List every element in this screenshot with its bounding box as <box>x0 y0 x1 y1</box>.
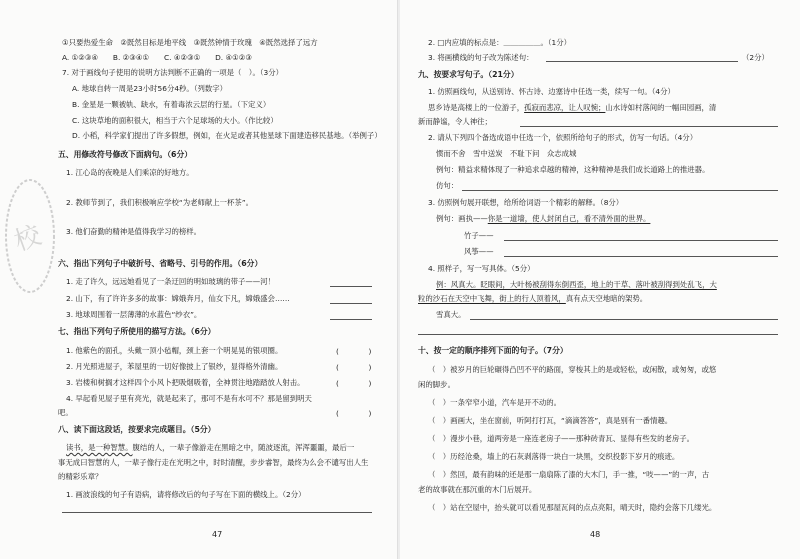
section-9-item-1: 1. 仿照画线句，从送别诗、怀古诗、边塞诗中任选一类，续写一句。（4分） <box>428 87 675 96</box>
question-2-punctuation: 2. □内应填的标点是：＿＿＿＿＿。（1分） <box>428 38 572 47</box>
section-7-item-3: 3. 岩楼和树搁才这样四个小风卜把吸烟吸着，全神贯注地踏踏放人射击。 <box>66 378 305 387</box>
school-stamp-watermark <box>2 176 58 296</box>
answer-line[interactable] <box>418 334 778 335</box>
sentence-option: （ ）站在空屋中，抬头就可以看见那屋瓦间的点点亮阳，晴天时，隐约会落下几缕光。 <box>428 503 717 512</box>
answer-line[interactable] <box>330 319 372 320</box>
word-kite: 风筝—— <box>464 247 494 256</box>
section-5-item-2: 2. 教师节到了，我们积极响应学校“为老师献上一杯茶”。 <box>66 198 254 207</box>
section-10-title: 十、按一定的顺序排列下面的句子。（7分） <box>418 346 568 355</box>
sentence-option: （ ）画画大，坐在窗前，听阿打打瓦，“滴滴答答”，真是别有一番情趣。 <box>428 416 673 425</box>
section-9-item-4-fill-label: 雪真大。 <box>436 310 466 319</box>
answer-line[interactable] <box>504 240 778 241</box>
section-8-para-line-1: 读书，是一种智慧。腹结的人，一辈子像游走在黑暗之中，随波逐流，浑浑噩噩，最后一 <box>66 443 355 452</box>
section-9-item-3-example: 例句：画执——你是一道墙，使人封闭自己，看不清外面的世界。 <box>436 214 651 223</box>
section-8-question-1: 1. 画波浪线的句子有语病，请将修改后的句子写在下面的横线上。（2分） <box>66 490 306 499</box>
section-5-item-1: 1. 江心岛的夜晚是人们乘凉的好地方。 <box>66 168 194 177</box>
section-5-title: 五、用修改符号修改下面病句。（6分） <box>58 150 193 159</box>
answer-line[interactable] <box>504 256 778 257</box>
answer-line[interactable] <box>330 286 372 287</box>
section-9-example-line-1: 思乡诗是高楼上的一位游子，孤寂而悲凉，让人叹惋；山水诗如村落间的一幅田园画，清 <box>428 103 717 112</box>
answer-line[interactable] <box>462 190 778 191</box>
section-6-title: 六、指出下列句子中破折号、省略号、引号的作用。（6分） <box>58 259 263 268</box>
q6-choices: A. ①②③④ B. ②③④① C. ④②③① D. ④①②③ <box>62 53 252 62</box>
sentence-option: （ ）漫步小巷，道两旁是一座连老房子——那种砖青瓦、显得有些发的老房子。 <box>428 434 695 443</box>
answer-line[interactable] <box>470 319 778 320</box>
section-8-para-line-2: 事无成曰智慧的人，一辈子像行走在光明之中，时时清醒，步步睿智，最终为么会不谴写出人生 <box>58 458 369 467</box>
question-3-declarative: 3. 将画横线的句子改为陈述句： <box>428 53 534 62</box>
section-9-item-2-example: 例句：精益求精体现了一种追求卓越的精神，这种精神是我们成长道路上的推进器。 <box>436 165 710 174</box>
q6-options: ①只要热爱生命 ②既然目标是地平线 ③既然钟情于玫瑰 ④既然选择了远方 <box>62 38 318 47</box>
q7-option-b: B. 金星是一颗被轨、缺水，有着毒浓云层的行星。（下定义） <box>72 100 271 109</box>
answer-line[interactable] <box>330 303 372 304</box>
section-8-para-line-3: 的精彩乐章？ <box>58 472 103 481</box>
left-page <box>0 0 398 559</box>
sentence-option-cont: 闲的脚步。 <box>418 380 455 389</box>
section-9-item-2-fill-label: 仿句： <box>436 181 459 190</box>
section-6-item-2: 2. 山下，有了许许多多的故事：嫦娥奔月，仙女下凡，嫦娥盛会…… <box>66 294 290 303</box>
section-7-title: 七、指出下列句子所使用的描写方法。（6分） <box>58 327 216 336</box>
q7-title: 7. 对于画线句子使用的说明方法判断不正确的一项是（ ）。（3分） <box>62 68 284 77</box>
section-7-item-2: 2. 月光照进屋子，苯屋里的一切好像披上了银纱，显得格外清幽。 <box>66 362 283 371</box>
answer-parens[interactable]: ( ) <box>336 347 372 356</box>
q7-option-c: C. 这块草地的面积很大，相当于六个足球场的大小。（作比较） <box>72 116 278 125</box>
sentence-option: （ ）被岁月的巨轮碾得凸凹不平的路面，穿梭其上的是或轻松，或闲散，或匆匆，或悠 <box>428 365 717 374</box>
q7-option-a: A. 地球自转一周是23小时56分4秒。（列数字） <box>72 84 228 93</box>
sentence-option: （ ）历经沧桑，墙上的石灰剥落得一块白一块黑，交织投影下岁月的痕迹。 <box>428 452 680 461</box>
section-6-item-1: 1. 走了许久，远远她看见了一条迂回的明如玻璃的带子——河！ <box>66 277 275 286</box>
section-8-title: 八、读下面这段话，按要求完成题目。（5分） <box>58 425 216 434</box>
section-7-item-4-cont: 吧。 <box>58 408 73 417</box>
section-7-item-1: 1. 他紫色的面孔，头戴一顶小毡帽，颈上套一个明晃晃的银项圈。 <box>66 346 283 355</box>
answer-parens[interactable]: ( ) <box>336 409 372 418</box>
page-number: 47 <box>212 530 223 539</box>
idiom-options: 惯而不舍 雪中送炭 不耻下问 众志成城 <box>436 149 577 158</box>
section-9-item-4-example-2: 粒的沙石在天空中飞舞，街上的行人顶着风，真有点天空地暗的架势。 <box>418 294 648 303</box>
section-9-item-3: 3. 仿照例句展开联想，给所给词语一个精彩的解释。（8分） <box>428 198 624 207</box>
section-9-item-4-example-1: 例：风真大。眨眼间，大叶杨被刮得东倒西歪，地上的干草、落叶被刮得到处乱飞，大 <box>436 280 717 289</box>
section-5-item-3: 3. 他们奋勤的精神是值得我学习的榜样。 <box>66 227 202 236</box>
section-9-example-line-2: 新而静谧，令人神往； <box>418 117 492 126</box>
sentence-option: （ ）然回，最有韵味的还是那一扇扇陈了漆的大木门，手一推，“吱——”的一声，古 <box>428 470 710 479</box>
section-7-item-4: 4. 早起看见屋子里有亮光，就是起来了，那可不是有水可不？那是留到明天 <box>66 394 312 403</box>
q7-option-d: D. 小稻，科学家们提出了许多假想，例如，在火足或者其他星球下面建造移民基地。（举例子） <box>72 131 382 140</box>
answer-parens[interactable]: ( ) <box>336 379 372 388</box>
sentence-option: （ ）一条窄窄小道，汽车是开不动的。 <box>428 398 562 407</box>
right-page <box>400 0 800 559</box>
section-9-title: 九、按要求写句子。（21分） <box>418 70 519 79</box>
page-number: 48 <box>590 530 601 539</box>
section-6-item-3: 3. 地球周围着一层薄薄的水蓝色“纱衣”。 <box>66 310 202 319</box>
section-9-item-2: 2. 请从下列四个备选成语中任选一个，依照所给句子的形式，仿写一句话。（4分） <box>428 133 698 142</box>
answer-line[interactable] <box>546 61 738 62</box>
sentence-option-cont: 老的故事就在那沉重的木门后展开。 <box>418 485 537 494</box>
section-9-item-4: 4. 照样子，写一写具体。（5分） <box>428 264 535 273</box>
answer-line[interactable] <box>520 126 778 127</box>
answer-parens[interactable]: ( ) <box>336 363 372 372</box>
svg-text:校: 校 <box>10 220 46 258</box>
answer-line[interactable] <box>62 512 372 513</box>
word-bamboo: 竹子—— <box>464 231 494 240</box>
question-3-score: （2分） <box>742 53 769 62</box>
